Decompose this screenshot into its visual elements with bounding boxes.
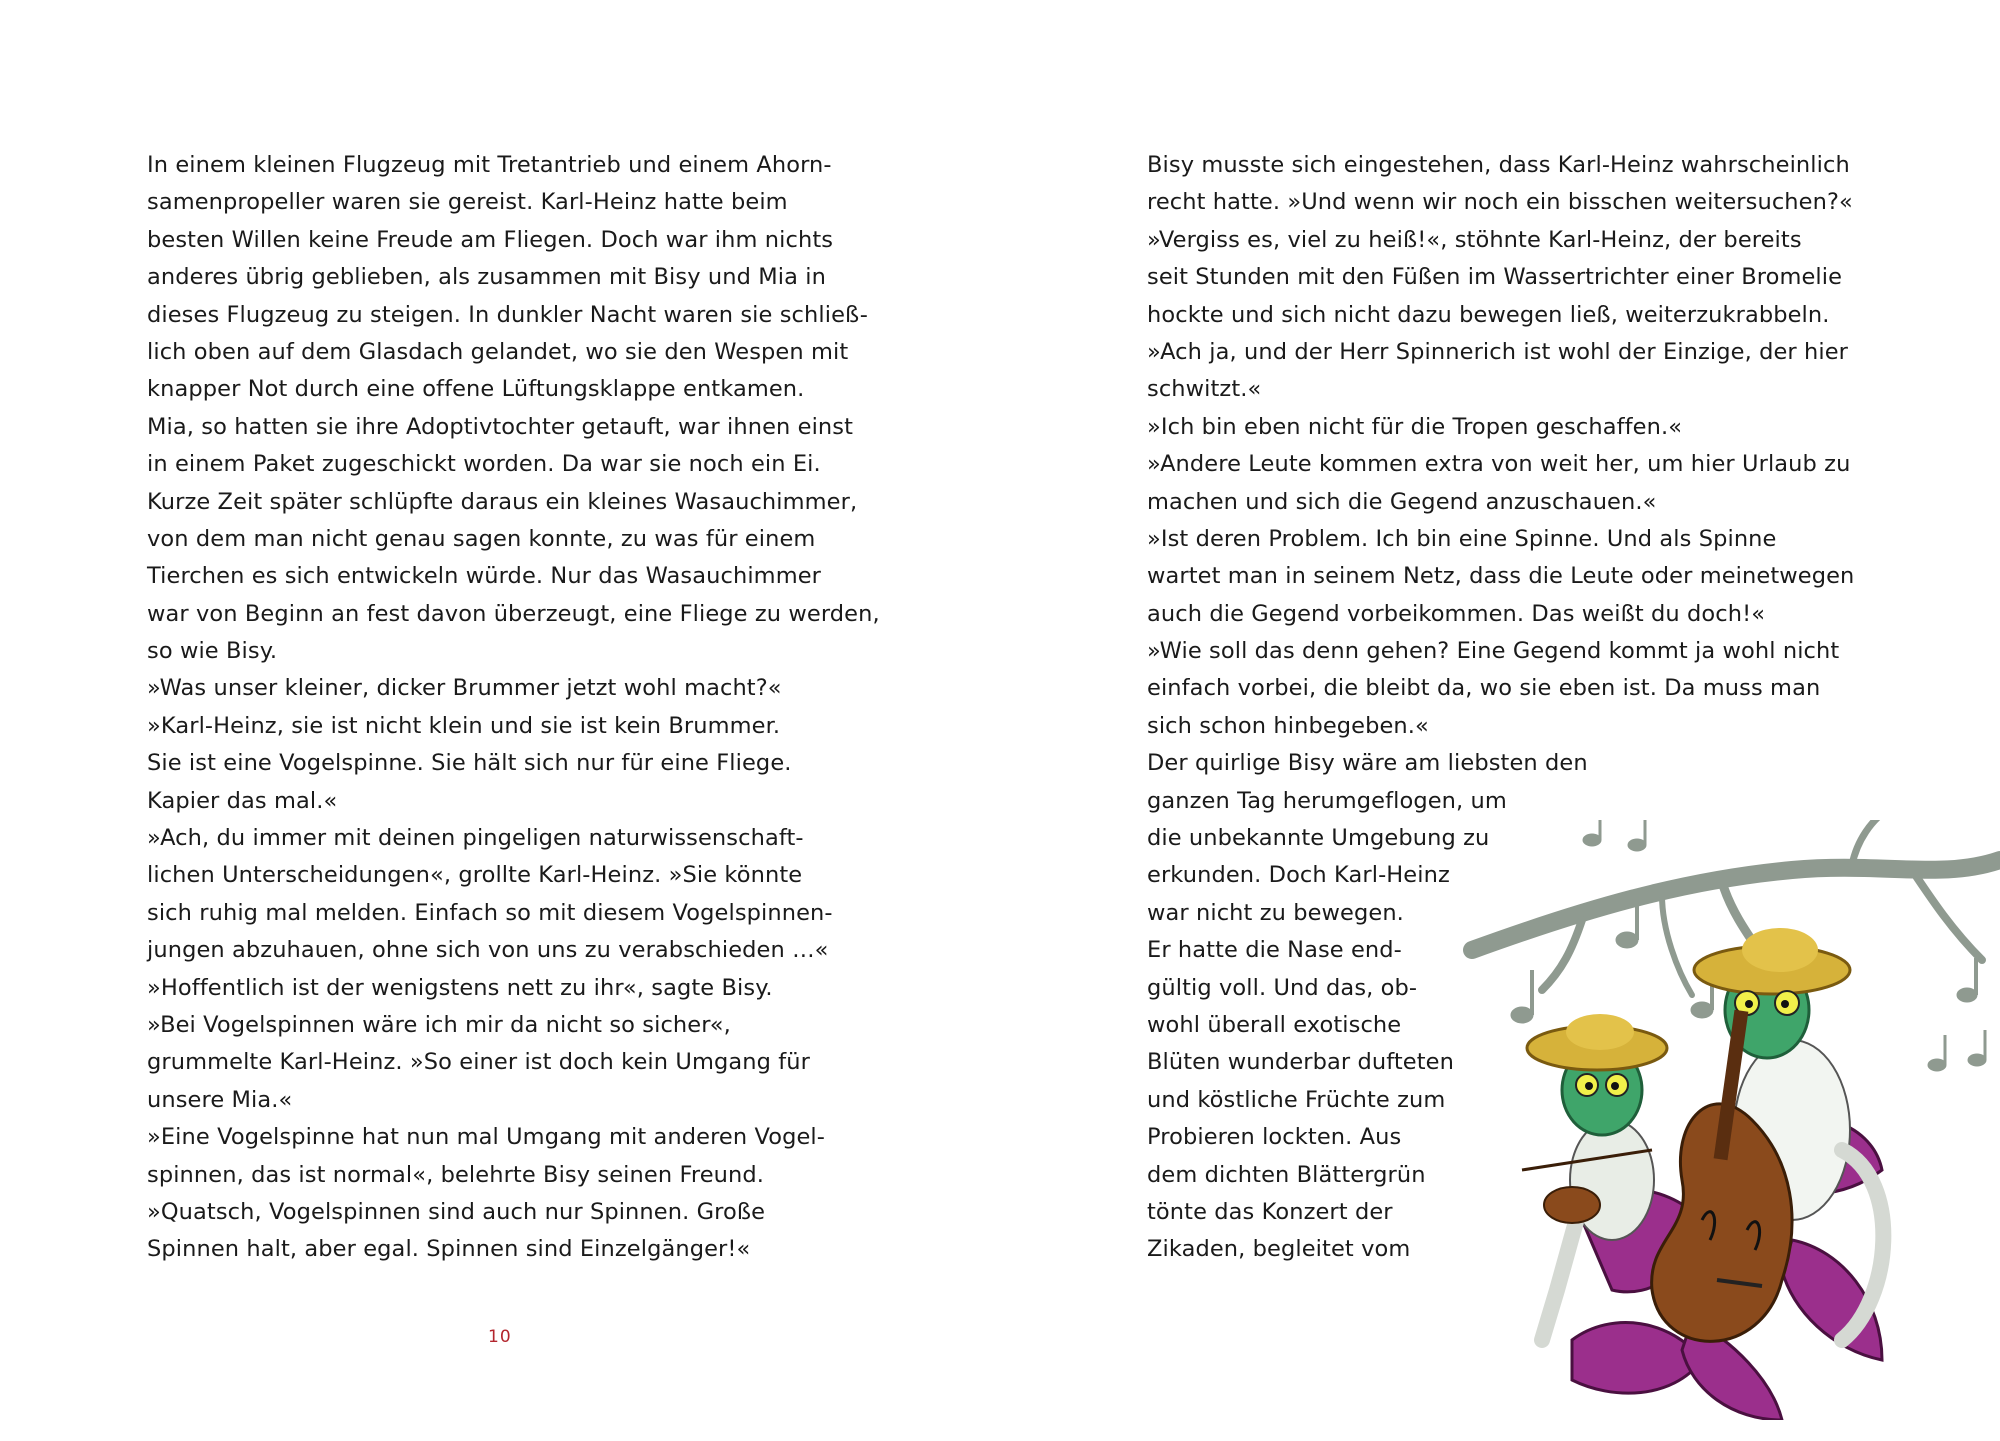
left-text-line: besten Willen keine Freude am Fliegen. Doch war ihm nichts: [147, 226, 834, 253]
right-text-line: ganzen Tag herumgeflogen, um: [1147, 787, 1507, 814]
left-text-line: Tierchen es sich entwickeln würde. Nur das Wasauchimmer: [147, 563, 822, 590]
right-text-line: sich schon hinbegeben.«: [1147, 712, 1429, 739]
left-text-line: Mia, so hatten sie ihre Adoptivtochter getauft, war ihnen einst: [147, 413, 854, 440]
right-text-line: und köstliche Früchte zum: [1147, 1086, 1446, 1113]
right-text-line: tönte das Konzert der: [1147, 1198, 1393, 1225]
left-text-line: lich oben auf dem Glasdach gelandet, wo sie den Wespen mit: [147, 338, 849, 365]
left-text-line: Sie ist eine Vogelspinne. Sie hält sich nur für eine Fliege.: [147, 750, 792, 777]
right-text-line: »Andere Leute kommen extra von weit her, um hier Urlaub zu: [1147, 451, 1851, 478]
right-text-line: Der quirlige Bisy wäre am liebsten den: [1147, 750, 1588, 777]
left-text-line: lichen Unterscheidungen«, grollte Karl-Heinz. »Sie könnte: [147, 862, 803, 889]
right-text-line: »Wie soll das denn gehen? Eine Gegend kommt ja wohl nicht: [1147, 638, 1840, 665]
right-text-line: machen und sich die Gegend anzuschauen.«: [1147, 488, 1657, 515]
left-text-line: dieses Flugzeug zu steigen. In dunkler Nacht waren sie schließ-: [147, 301, 868, 328]
left-text-line: war von Beginn an fest davon überzeugt, eine Fliege zu werden,: [147, 600, 880, 627]
left-text-line: »Hoffentlich ist der wenigstens nett zu ihr«, sagte Bisy.: [147, 974, 773, 1001]
right-text-line: war nicht zu bewegen.: [1147, 899, 1404, 926]
right-text-line: wohl überall exotische: [1147, 1011, 1402, 1038]
right-text-line: Blüten wunderbar dufteten: [1147, 1049, 1454, 1076]
right-text-line: dem dichten Blättergrün: [1147, 1161, 1426, 1188]
right-text-line: Bisy musste sich eingestehen, dass Karl-Heinz wahrscheinlich: [1147, 152, 1850, 178]
cicada-violinist: [1522, 1014, 1667, 1340]
cicada-musicians-illustration: [1462, 820, 2000, 1420]
left-text-line: »Quatsch, Vogelspinnen sind auch nur Spinnen. Große: [147, 1198, 766, 1225]
left-text-line: sich ruhig mal melden. Einfach so mit diesem Vogelspinnen-: [147, 899, 833, 926]
left-text-line: »Karl-Heinz, sie ist nicht klein und sie ist kein Brummer.: [147, 712, 781, 739]
left-text-line: »Eine Vogelspinne hat nun mal Umgang mit anderen Vogel-: [147, 1124, 825, 1151]
right-text-line: Probieren lockten. Aus: [1147, 1124, 1402, 1151]
left-text-line: samenpropeller waren sie gereist. Karl-Heinz hatte beim: [147, 189, 788, 216]
right-text-line: wartet man in seinem Netz, dass die Leute oder meinetwegen: [1147, 563, 1855, 590]
left-page-text: [147, 147, 880, 1269]
left-text-line: jungen abzuhauen, ohne sich von uns zu verabschieden …«: [147, 937, 829, 964]
left-text-line: Spinnen halt, aber egal. Spinnen sind Einzelgänger!«: [147, 1236, 751, 1263]
right-text-line: einfach vorbei, die bleibt da, wo sie eben ist. Da muss man: [1147, 675, 1821, 702]
left-text-line: spinnen, das ist normal«, belehrte Bisy seinen Freund.: [147, 1161, 764, 1188]
right-text-line: seit Stunden mit den Füßen im Wassertrichter einer Bromelie: [1147, 264, 1843, 291]
left-text-line: anderes übrig geblieben, als zusammen mit Bisy und Mia in: [147, 264, 826, 291]
right-text-line: recht hatte. »Und wenn wir noch ein bisschen weitersuchen?«: [1147, 189, 1853, 216]
left-text-line: so wie Bisy.: [147, 638, 278, 665]
right-text-line: »Ich bin eben nicht für die Tropen geschaffen.«: [1147, 413, 1683, 440]
left-text-line: in einem Paket zugeschickt worden. Da war sie noch ein Ei.: [147, 451, 821, 478]
left-text-line: unsere Mia.«: [147, 1086, 293, 1113]
left-text-line: »Bei Vogelspinnen wäre ich mir da nicht so sicher«,: [147, 1011, 731, 1038]
left-text-line: In einem kleinen Flugzeug mit Tretantrieb und einem Ahorn-: [147, 152, 832, 178]
right-text-line: erkunden. Doch Karl-Heinz: [1147, 862, 1450, 889]
left-text-line: »Was unser kleiner, dicker Brummer jetzt wohl macht?«: [147, 675, 782, 702]
left-text-line: Kurze Zeit später schlüpfte daraus ein kleines Wasauchimmer,: [147, 488, 858, 515]
right-text-line: schwitzt.«: [1147, 376, 1262, 403]
page-number: 10: [488, 1327, 512, 1347]
right-text-line: Er hatte die Nase end-: [1147, 937, 1402, 964]
left-text-line: von dem man nicht genau sagen konnte, zu was für einem: [147, 525, 816, 552]
right-text-line: die unbekannte Umgebung zu: [1147, 825, 1490, 852]
left-text-line: knapper Not durch eine offene Lüftungsklappe entkamen.: [147, 376, 805, 403]
left-text-line: grummelte Karl-Heinz. »So einer ist doch kein Umgang für: [147, 1049, 810, 1076]
left-text-line: »Ach, du immer mit deinen pingeligen naturwissenschaft-: [147, 825, 804, 852]
left-text-line: Kapier das mal.«: [147, 787, 338, 814]
right-text-line: auch die Gegend vorbeikommen. Das weißt du doch!«: [1147, 600, 1766, 627]
right-text-line: »Vergiss es, viel zu heiß!«, stöhnte Karl-Heinz, der bereits: [1147, 226, 1802, 253]
right-text-line: hockte und sich nicht dazu bewegen ließ, weiterzukrabbeln.: [1147, 301, 1830, 328]
right-text-line: Zikaden, begleitet vom: [1147, 1236, 1411, 1263]
right-text-line: »Ist deren Problem. Ich bin eine Spinne. Und als Spinne: [1147, 525, 1777, 552]
right-text-line: gültig voll. Und das, ob-: [1147, 974, 1418, 1001]
right-text-line: »Ach ja, und der Herr Spinnerich ist wohl der Einzige, der hier: [1147, 338, 1849, 365]
